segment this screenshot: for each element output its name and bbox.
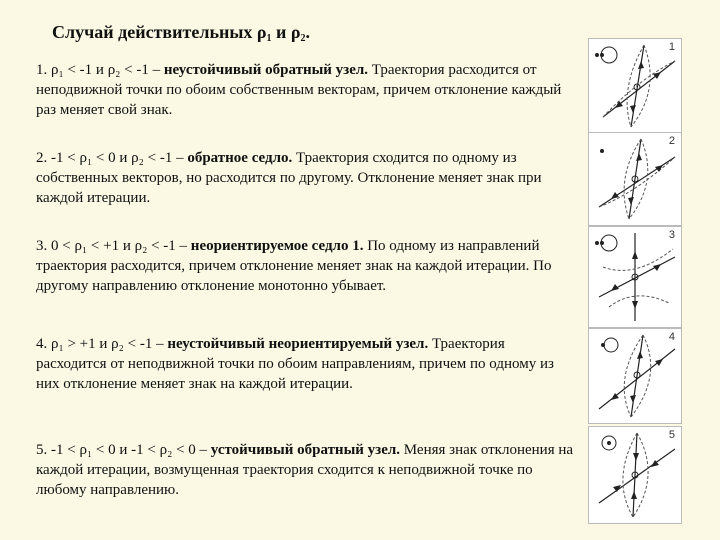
- figure-number: 1: [668, 41, 675, 53]
- phase-portrait-non-orientable-saddle-icon: [589, 227, 681, 327]
- item-2: [36, 148, 576, 208]
- item-text: Траектория расходится от неподвижной точки по обоим собственным векторам, причем отклонение каждый раз меняет свой знак.: [36, 62, 562, 118]
- title-and: и: [271, 22, 291, 42]
- phase-portrait-stable-inverse-node-icon: [589, 427, 681, 523]
- item-text: По одному из направлений траектория расходится, причем отклонение меняет знак на каждой итерации. По другому направлению отклонение монотонно убывает.: [36, 238, 552, 294]
- item-1: [36, 60, 576, 120]
- item-condition: 0 < ρ₁ < +1 и ρ₂ < -1 –: [47, 238, 191, 254]
- figure-5: [588, 426, 682, 524]
- page-title: [52, 22, 310, 43]
- phase-portrait-inverse-saddle-icon: [589, 133, 681, 225]
- title-sub1: 1: [266, 33, 272, 44]
- title-sub2: 2: [300, 33, 306, 44]
- item-text: Меняя знак отклонения на каждой итерации, возмущенная траектория сходится к неподвижной точке по любому направлению.: [36, 442, 574, 498]
- item-condition: -1 < ρ₁ < 0 и -1 < ρ₂ < 0 –: [47, 442, 211, 458]
- item-name: неориентируемое седло 1.: [190, 238, 364, 254]
- figure-number: 3: [668, 229, 675, 241]
- figure-1: [588, 38, 682, 134]
- phase-portrait-unstable-inverse-node-icon: [589, 39, 681, 133]
- figure-3: [588, 226, 682, 328]
- phase-portrait-unstable-non-orientable-node-icon: [589, 329, 681, 423]
- item-number: 2.: [36, 150, 48, 166]
- figure-4: [588, 328, 682, 424]
- item-5: [36, 440, 576, 500]
- title-rho2: ρ: [290, 22, 301, 42]
- item-condition: ρ₁ < -1 и ρ₂ < -1 –: [47, 62, 164, 78]
- item-number: 5.: [36, 442, 48, 458]
- item-condition: ρ₁ > +1 и ρ₂ < -1 –: [47, 336, 168, 352]
- item-text: Траектория сходится по одному из собственных векторов, но расходится по другому. Отклонение меняет знак при каждой итерации.: [36, 150, 542, 206]
- figure-number: 2: [668, 135, 675, 147]
- title-text: Случай действительных: [52, 22, 257, 42]
- item-name: неустойчивый неориентируемый узел.: [167, 336, 429, 352]
- item-number: 1.: [36, 62, 48, 78]
- item-condition: -1 < ρ₁ < 0 и ρ₂ < -1 –: [47, 150, 188, 166]
- item-number: 3.: [36, 238, 48, 254]
- figure-number: 4: [668, 331, 675, 343]
- figure-2: [588, 132, 682, 226]
- figure-number: 5: [668, 429, 675, 441]
- title-end: .: [305, 22, 311, 42]
- item-3: [36, 236, 576, 296]
- item-number: 4.: [36, 336, 48, 352]
- title-rho1: ρ: [256, 22, 267, 42]
- item-name: обратное седло.: [187, 150, 293, 166]
- item-text: Траектория расходится от неподвижной точки по обоим направлениям, причем по одному из них отклонение меняет знак на каждой итерации.: [36, 336, 554, 392]
- item-name: устойчивый обратный узел.: [210, 442, 401, 458]
- item-name: неустойчивый обратный узел.: [163, 62, 369, 78]
- item-4: [36, 334, 576, 394]
